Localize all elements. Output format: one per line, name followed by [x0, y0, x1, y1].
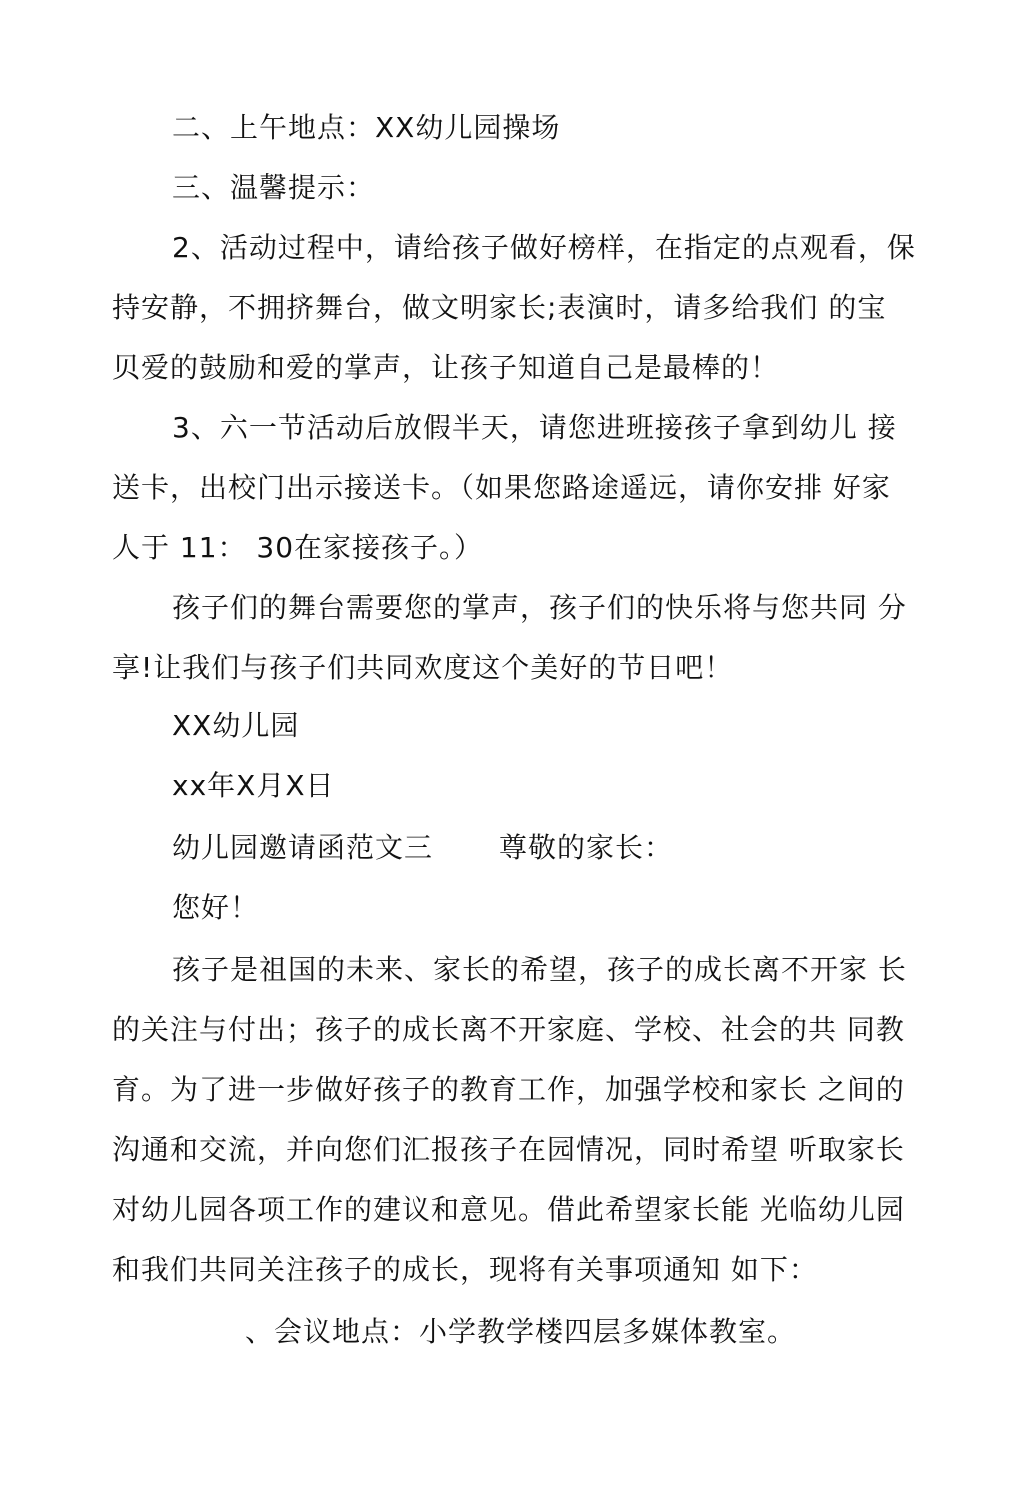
section-title: 幼儿园邀请函范文三: [172, 831, 434, 864]
greeting: 您好！: [172, 891, 260, 924]
text-line: 、会议地点：小学教学楼四层多媒体教室。: [245, 1315, 797, 1348]
text-line: 沟通和交流，并向您们汇报孩子在园情况，同时希望 听取家长: [112, 1133, 905, 1166]
text-line: 享!让我们与孩子们共同欢度这个美好的节日吧！: [112, 651, 734, 684]
text-line: 人于 11： 30在家接孩子。）: [112, 531, 484, 564]
text-line: 和我们共同关注孩子的成长，现将有关事项通知 如下：: [112, 1253, 818, 1286]
salutation: 尊敬的家长：: [499, 831, 674, 864]
text-line: 送卡，出校门出示接送卡。（如果您路途遥远，请你安排 好家: [112, 471, 891, 504]
signature-org: XX幼儿园: [172, 709, 300, 742]
signature-date: xx年X月X日: [172, 769, 335, 802]
text-line: 对幼儿园各项工作的建议和意见。借此希望家长能 光临幼儿园: [112, 1193, 905, 1226]
text-line: 持安静，不拥挤舞台，做文明家长;表演时，请多给我们 的宝: [112, 291, 887, 324]
text-line: 3、六一节活动后放假半天，请您进班接孩子拿到幼儿 接: [172, 411, 897, 444]
text-line: 孩子们的舞台需要您的掌声，孩子们的快乐将与您共同 分: [172, 591, 907, 624]
heading-line: [172, 828, 972, 868]
text-line: 三、温馨提示：: [172, 171, 376, 204]
text-line: 的关注与付出；孩子的成长离不开家庭、学校、社会的共 同教: [112, 1013, 905, 1046]
text-line: 贝爱的鼓励和爱的掌声，让孩子知道自己是最棒的！: [112, 351, 780, 384]
text-line: 2、活动过程中，请给孩子做好榜样，在指定的点观看，保: [172, 231, 916, 264]
text-line: 孩子是祖国的未来、家长的希望，孩子的成长离不开家 长: [172, 953, 907, 986]
text-line: 育。为了进一步做好孩子的教育工作，加强学校和家长 之间的: [112, 1073, 905, 1106]
text-line: 二、上午地点：XX幼儿园操场: [172, 111, 561, 144]
